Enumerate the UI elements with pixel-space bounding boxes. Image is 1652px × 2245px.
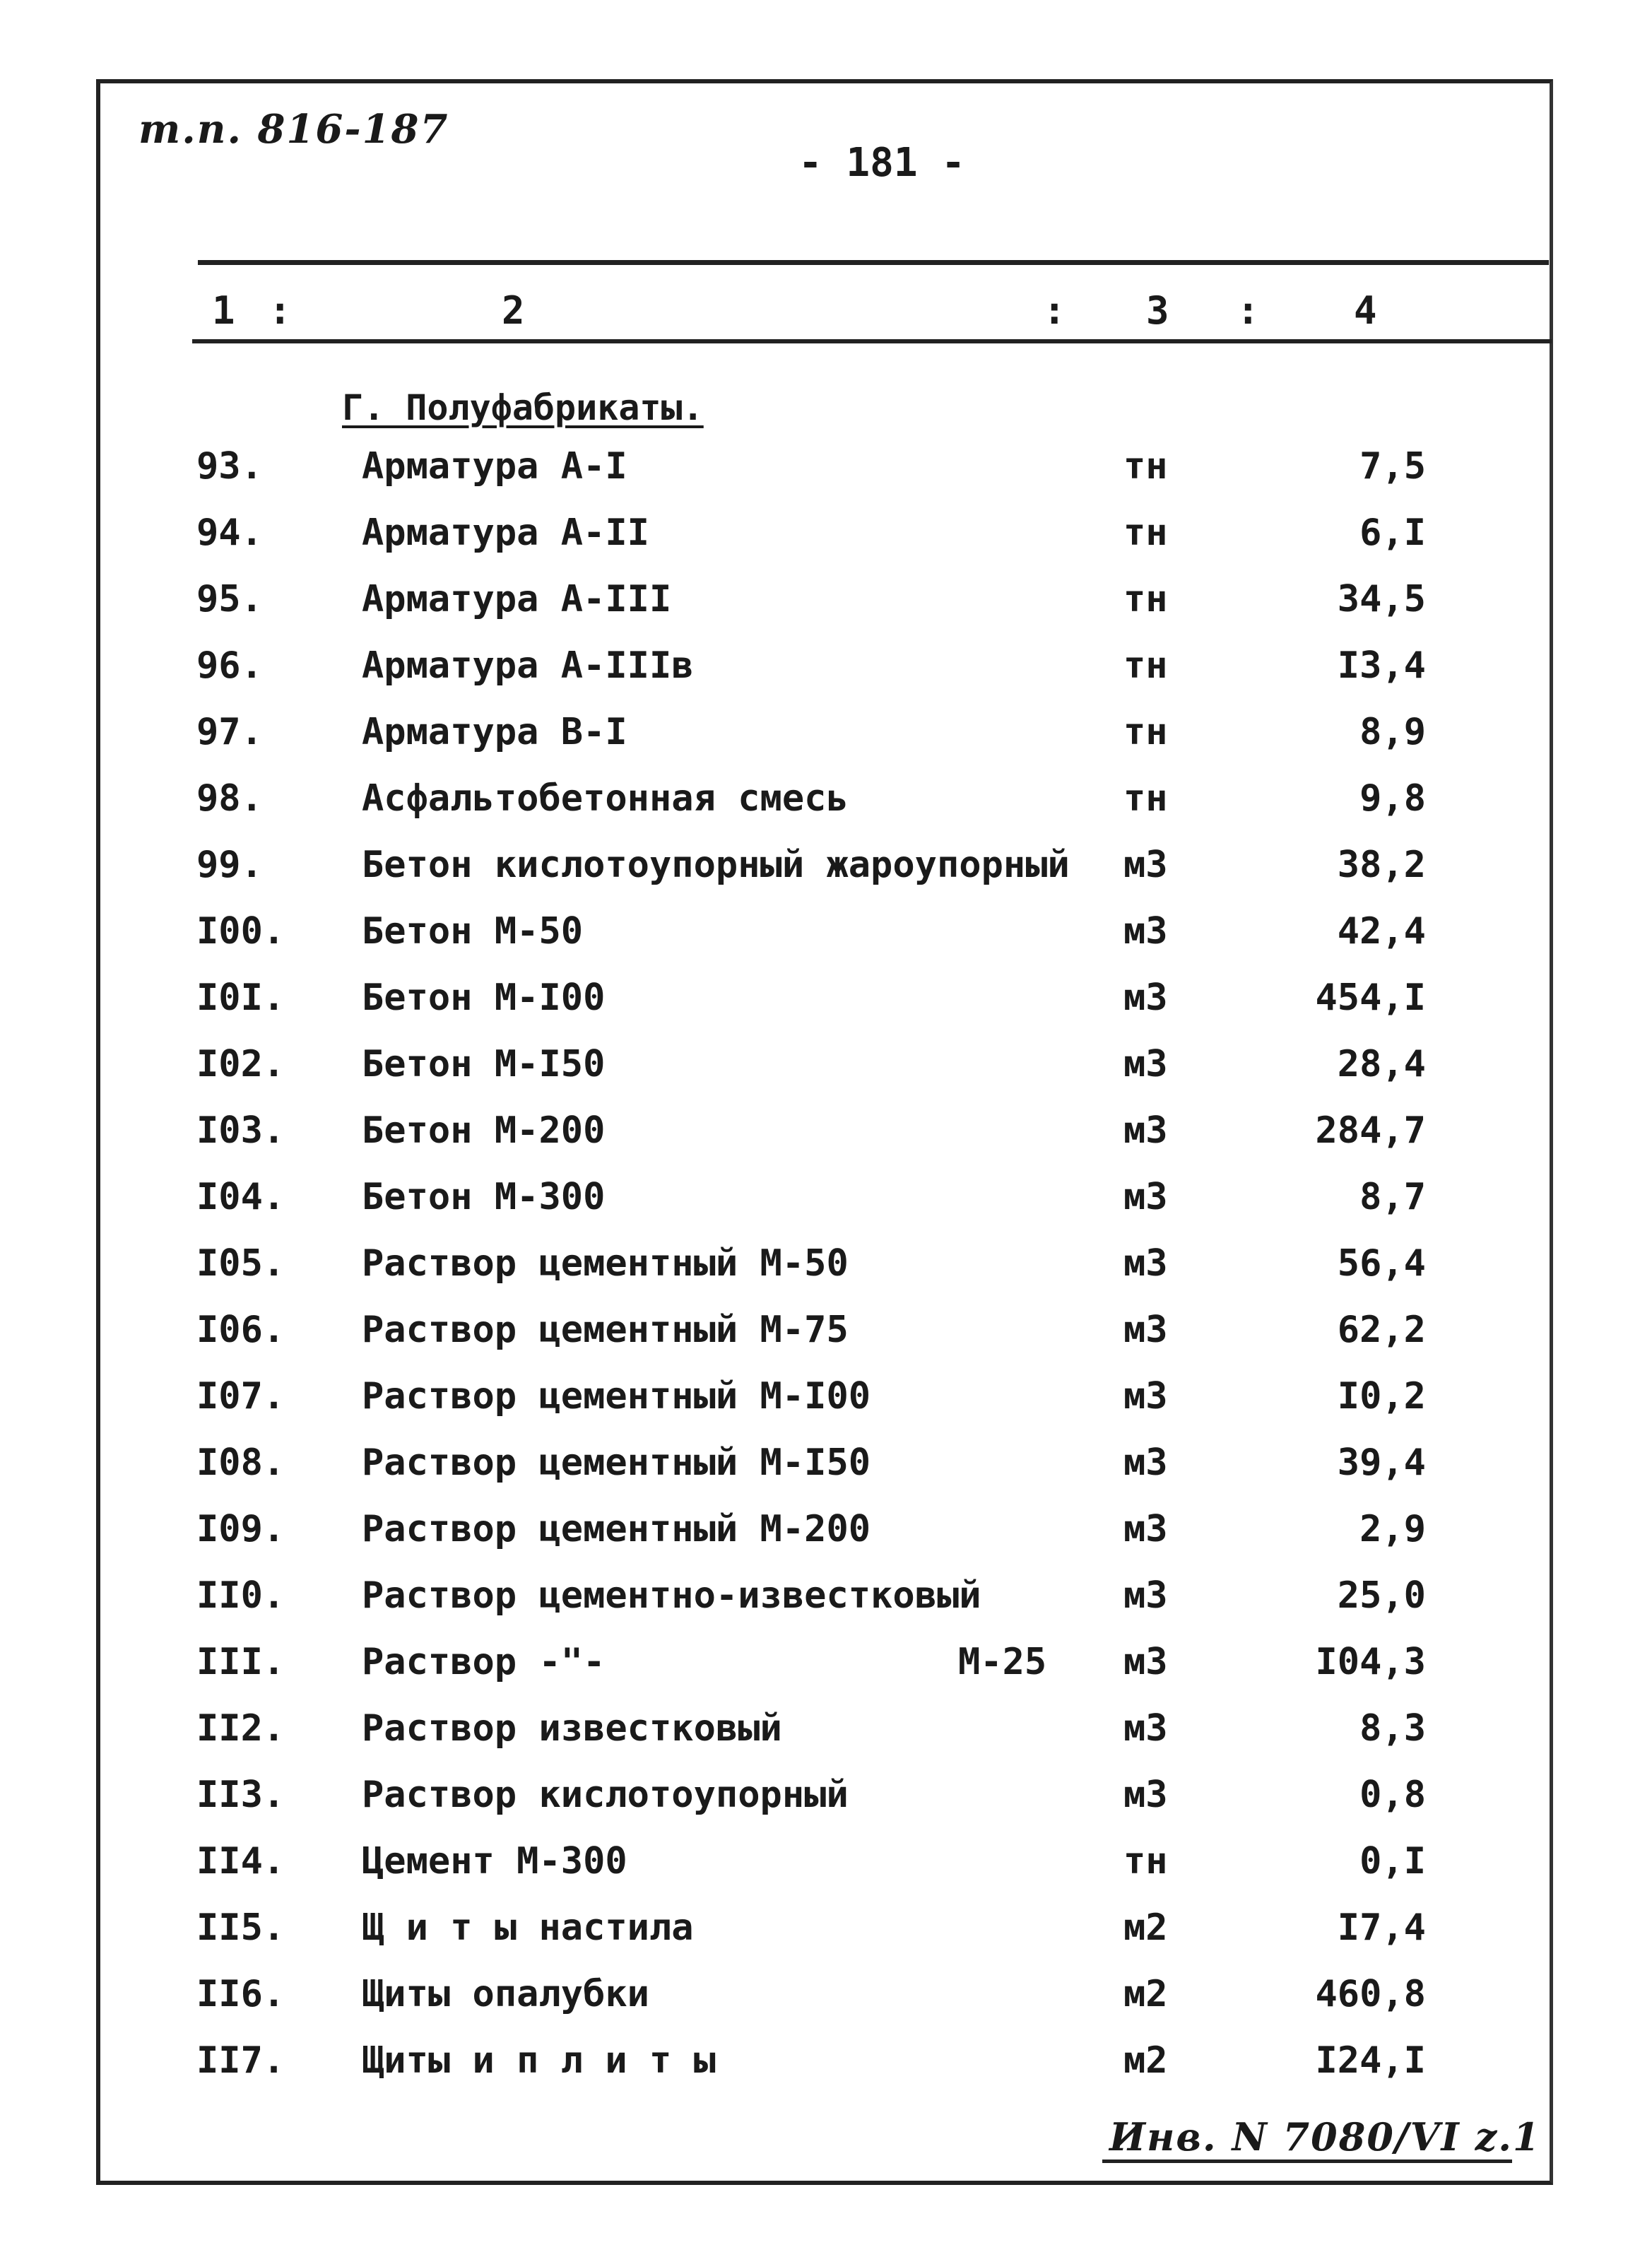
item-quantity: 42,4: [1337, 910, 1426, 953]
column-header-2: 2: [502, 288, 525, 333]
item-name: Раствор цементный М-75: [362, 1309, 849, 1351]
item-name: Раствор кислотоупорный: [362, 1774, 849, 1816]
inventory-note: Инв. N 7080/VI z.1: [1109, 2114, 1541, 2159]
item-unit: тн: [1123, 777, 1168, 820]
item-unit: м3: [1123, 1442, 1168, 1484]
row-number: 96.: [196, 644, 263, 687]
item-unit: м3: [1123, 1774, 1168, 1816]
table-row: [0, 1707, 1652, 1774]
item-quantity: 2,9: [1359, 1508, 1426, 1550]
item-unit: тн: [1123, 1840, 1168, 1882]
item-quantity: 460,8: [1315, 1973, 1426, 2015]
table-row: [0, 512, 1652, 578]
table-row: [0, 1309, 1652, 1375]
item-name: Раствор -"-: [362, 1641, 606, 1683]
item-quantity: 8,7: [1359, 1176, 1426, 1218]
item-name: Асфальтобетонная смесь: [362, 777, 849, 820]
row-number: 94.: [196, 512, 263, 554]
item-unit: м3: [1123, 1375, 1168, 1418]
item-unit: м2: [1123, 2039, 1168, 2082]
row-number: 95.: [196, 578, 263, 620]
item-unit: тн: [1123, 578, 1168, 620]
inventory-note-underline: [1102, 2159, 1512, 2163]
row-number: II5.: [196, 1907, 285, 1949]
item-unit: м3: [1123, 1242, 1168, 1285]
table-row: [0, 644, 1652, 711]
row-number: I04.: [196, 1176, 285, 1218]
table-row: [0, 711, 1652, 777]
item-quantity: 38,2: [1337, 844, 1426, 886]
column-separator: :: [1043, 288, 1066, 333]
table-top-rule: [198, 260, 1549, 265]
item-unit: м2: [1123, 1973, 1168, 2015]
table-row: [0, 910, 1652, 977]
table-row: [0, 1242, 1652, 1309]
item-quantity: 6,I: [1359, 512, 1426, 554]
table-row: [0, 1574, 1652, 1641]
item-quantity: 56,4: [1337, 1242, 1426, 1285]
item-quantity: 454,I: [1315, 977, 1426, 1019]
item-unit: м2: [1123, 1907, 1168, 1949]
item-name: Арматура А-III: [362, 578, 672, 620]
item-quantity: 39,4: [1337, 1442, 1426, 1484]
row-number: 97.: [196, 711, 263, 753]
page-number: - 181 -: [798, 140, 966, 186]
item-unit: тн: [1123, 445, 1168, 488]
item-quantity: I3,4: [1337, 644, 1426, 687]
row-number: I0I.: [196, 977, 285, 1019]
table-row: [0, 1442, 1652, 1508]
section-title: Г. Полуфабрикаты.: [342, 387, 704, 428]
item-unit: м3: [1123, 1109, 1168, 1152]
table-row: [0, 1774, 1652, 1840]
item-unit: м3: [1123, 1641, 1168, 1683]
item-name: Бетон М-I00: [362, 977, 606, 1019]
item-unit: тн: [1123, 644, 1168, 687]
item-unit: м3: [1123, 844, 1168, 886]
item-grade: М-25: [958, 1641, 1047, 1683]
table-row: [0, 578, 1652, 644]
row-number: I02.: [196, 1043, 285, 1085]
table-row: [0, 1375, 1652, 1442]
item-unit: м3: [1123, 1508, 1168, 1550]
row-number: 98.: [196, 777, 263, 820]
item-unit: м3: [1123, 1309, 1168, 1351]
item-quantity: I04,3: [1315, 1641, 1426, 1683]
row-number: II3.: [196, 1774, 285, 1816]
table-header-rule: [192, 339, 1552, 343]
row-number: II7.: [196, 2039, 285, 2082]
item-name: Бетон М-300: [362, 1176, 606, 1218]
row-number: II2.: [196, 1707, 285, 1750]
item-quantity: 7,5: [1359, 445, 1426, 488]
document-code: т.п. 816-187: [138, 106, 449, 153]
item-unit: тн: [1123, 512, 1168, 554]
item-name: Раствор цементный М-200: [362, 1508, 871, 1550]
item-unit: м3: [1123, 910, 1168, 953]
item-name: Раствор цементно-известковый: [362, 1574, 981, 1617]
row-number: I03.: [196, 1109, 285, 1152]
item-name: Раствор цементный М-I00: [362, 1375, 871, 1418]
table-row: [0, 977, 1652, 1043]
table-row: [0, 1508, 1652, 1574]
item-name: Арматура А-II: [362, 512, 649, 554]
item-unit: м3: [1123, 1176, 1168, 1218]
row-number: I08.: [196, 1442, 285, 1484]
row-number: II6.: [196, 1973, 285, 2015]
item-name: Бетон М-200: [362, 1109, 606, 1152]
table-row: [0, 1176, 1652, 1242]
item-name: Арматура А-IIIв: [362, 644, 694, 687]
item-name: Щ и т ы настила: [362, 1907, 694, 1949]
table-row: [0, 1043, 1652, 1109]
row-number: I00.: [196, 910, 285, 953]
column-separator: :: [1237, 288, 1260, 333]
item-name: Цемент М-300: [362, 1840, 627, 1882]
table-row: [0, 1840, 1652, 1907]
table-row: [0, 445, 1652, 512]
item-name: Раствор цементный М-I50: [362, 1442, 871, 1484]
item-quantity: 25,0: [1337, 1574, 1426, 1617]
item-name: Раствор известковый: [362, 1707, 782, 1750]
item-quantity: 9,8: [1359, 777, 1426, 820]
table-row: [0, 1109, 1652, 1176]
table-row: [0, 1641, 1652, 1707]
row-number: 99.: [196, 844, 263, 886]
column-header-3: 3: [1146, 288, 1169, 333]
item-unit: тн: [1123, 711, 1168, 753]
table-row: [0, 844, 1652, 910]
item-unit: м3: [1123, 1574, 1168, 1617]
item-quantity: 284,7: [1315, 1109, 1426, 1152]
table-row: [0, 777, 1652, 844]
item-name: Щиты опалубки: [362, 1973, 649, 2015]
item-unit: м3: [1123, 1043, 1168, 1085]
column-separator: :: [269, 288, 292, 333]
item-name: Щиты и п л и т ы: [362, 2039, 716, 2082]
row-number: I06.: [196, 1309, 285, 1351]
row-number: III.: [196, 1641, 285, 1683]
item-quantity: 8,3: [1359, 1707, 1426, 1750]
table-row: [0, 1907, 1652, 1973]
column-header-4: 4: [1354, 288, 1377, 333]
item-unit: м3: [1123, 1707, 1168, 1750]
item-quantity: 62,2: [1337, 1309, 1426, 1351]
item-name: Бетон М-I50: [362, 1043, 606, 1085]
column-header-1: 1: [212, 288, 235, 333]
item-name: Арматура А-I: [362, 445, 627, 488]
item-name: Бетон кислотоупорный жароупорный: [362, 844, 1070, 886]
item-quantity: 28,4: [1337, 1043, 1426, 1085]
item-quantity: 0,I: [1359, 1840, 1426, 1882]
row-number: II4.: [196, 1840, 285, 1882]
item-name: Арматура В-I: [362, 711, 627, 753]
item-quantity: I7,4: [1337, 1907, 1426, 1949]
table-row: [0, 2039, 1652, 2106]
row-number: 93.: [196, 445, 263, 488]
table-row: [0, 1973, 1652, 2039]
item-quantity: 34,5: [1337, 578, 1426, 620]
row-number: II0.: [196, 1574, 285, 1617]
row-number: I07.: [196, 1375, 285, 1418]
item-name: Бетон М-50: [362, 910, 584, 953]
item-quantity: I24,I: [1315, 2039, 1426, 2082]
item-quantity: I0,2: [1337, 1375, 1426, 1418]
row-number: I05.: [196, 1242, 285, 1285]
item-quantity: 0,8: [1359, 1774, 1426, 1816]
item-quantity: 8,9: [1359, 711, 1426, 753]
item-name: Раствор цементный М-50: [362, 1242, 849, 1285]
item-unit: м3: [1123, 977, 1168, 1019]
row-number: I09.: [196, 1508, 285, 1550]
